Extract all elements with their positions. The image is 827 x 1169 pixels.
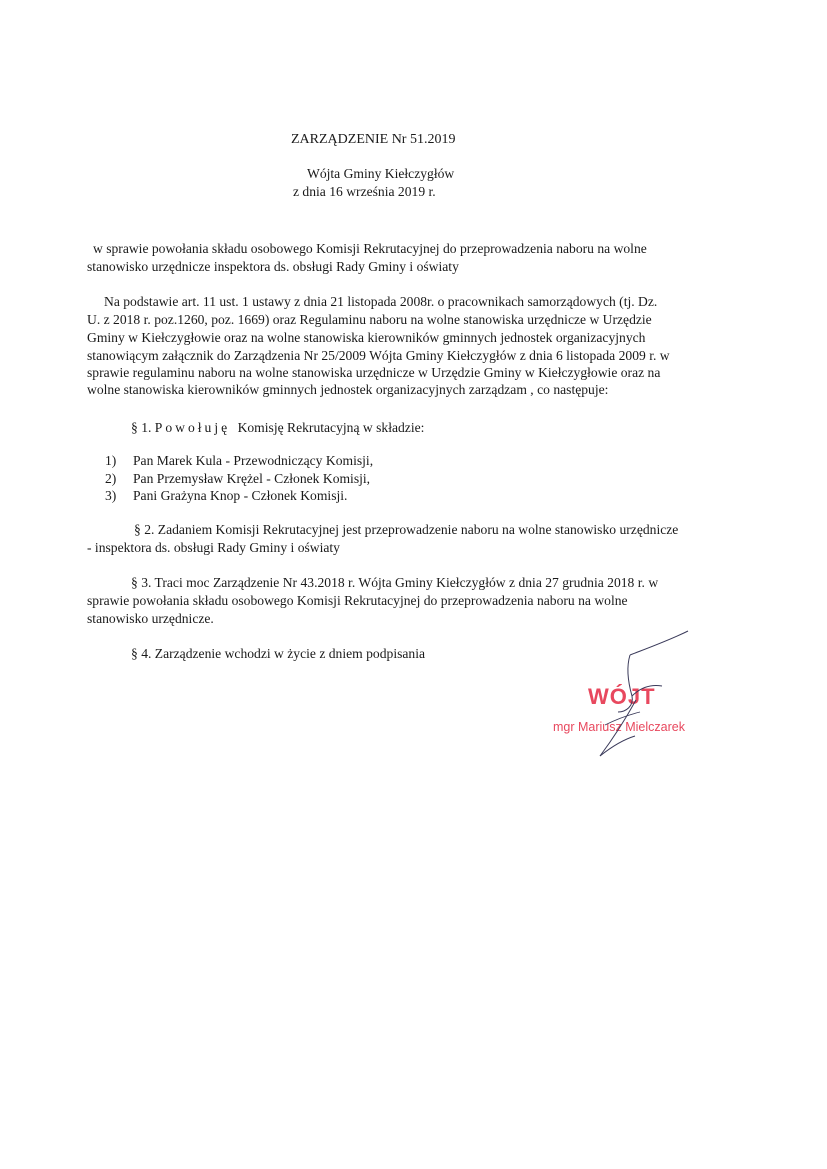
- basis-line-1: Na podstawie art. 11 ust. 1 ustawy z dnia 21 listopada 2008r. o pracownikach samorządowych (tj. Dz.: [104, 294, 658, 309]
- basis-line-6: wolne stanowiska kierowników gminnych jednostek organizacyjnych zarządzam , co następuje:: [87, 382, 609, 397]
- document-title: ZARZĄDZENIE Nr 51.2019: [291, 132, 456, 147]
- member-number-3: 3): [105, 488, 117, 503]
- section-2-line-1: § 2. Zadaniem Komisji Rekrutacyjnej jest przeprowadzenie naboru na wolne stanowisko urzędnicze: [134, 522, 679, 537]
- member-number-2: 2): [105, 471, 117, 486]
- basis-line-4: stanowiącym załącznik do Zarządzenia Nr 25/2009 Wójta Gminy Kiełczygłów z dnia 6 listopada 2009 r. w: [87, 348, 670, 363]
- stamp-name: mgr Mariusz Mielczarek: [553, 720, 685, 734]
- basis-line-5: sprawie regulaminu naboru na wolne stanowiska urzędnicze w Urzędzie Gminy w Kiełczygłowie oraz na: [87, 365, 661, 380]
- section-3-line-1: § 3. Traci moc Zarządzenie Nr 43.2018 r. Wójta Gminy Kiełczygłów z dnia 27 grudnia 2018 r. w: [131, 575, 659, 590]
- subject-line-2: stanowisko urzędnicze inspektora ds. obsługi Rady Gminy i oświaty: [87, 259, 459, 274]
- basis-line-3: Gminy w Kiełczygłowie oraz na wolne stanowiska kierowników gminnych jednostek organizacyjnych: [87, 330, 646, 345]
- stamp-title: WÓJT: [588, 684, 656, 709]
- date-line: z dnia 16 września 2019 r.: [293, 184, 436, 199]
- member-item-2: Pan Przemysław Krężel - Członek Komisji,: [133, 471, 371, 486]
- section-3-line-2: sprawie powołania składu osobowego Komisji Rekrutacyjnej do przeprowadzenia naboru na wolne: [87, 593, 628, 608]
- section-1-text: Komisję Rekrutacyjną w składzie:: [237, 420, 425, 435]
- issuer-line: Wójta Gminy Kiełczygłów: [307, 166, 455, 181]
- section-1-verb: Powołuję: [154, 420, 231, 435]
- section-1-prefix: § 1.: [131, 420, 152, 435]
- member-item-1: Pan Marek Kula - Przewodniczący Komisji,: [133, 453, 374, 468]
- subject-line-1: w sprawie powołania składu osobowego Komisji Rekrutacyjnej do przeprowadzenia naboru na wolne: [93, 241, 647, 256]
- section-4-text: § 4. Zarządzenie wchodzi w życie z dniem podpisania: [131, 646, 426, 661]
- member-number-1: 1): [105, 453, 117, 468]
- section-3-line-3: stanowisko urzędnicze.: [87, 611, 214, 626]
- section-2-line-2: - inspektora ds. obsługi Rady Gminy i oświaty: [87, 540, 340, 555]
- basis-line-2: U. z 2018 r. poz.1260, poz. 1669) oraz Regulaminu naboru na wolne stanowiska urzędnicze w Urzędzie: [87, 312, 652, 327]
- member-item-3: Pani Grażyna Knop - Członek Komisji.: [133, 488, 348, 503]
